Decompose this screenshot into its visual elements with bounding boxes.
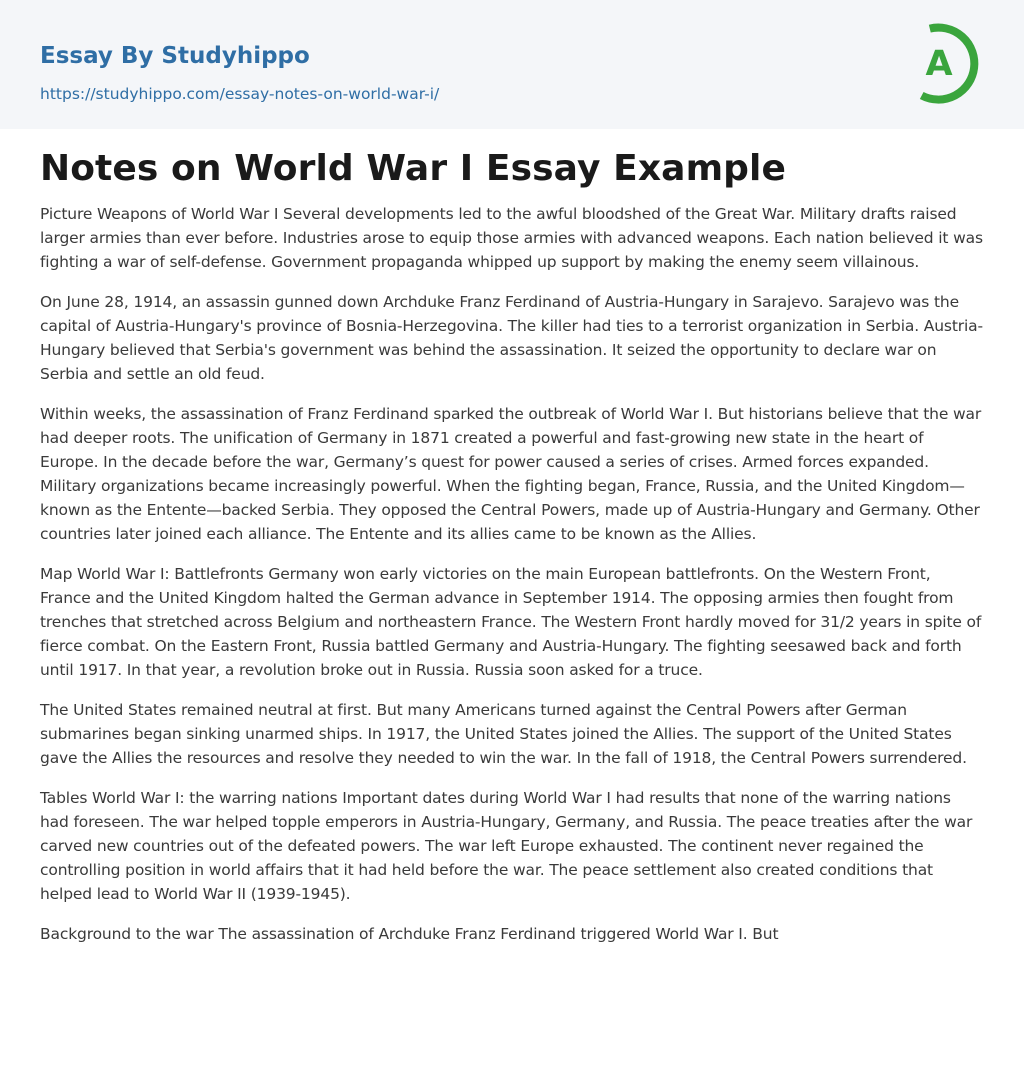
- essay-paragraph: Tables World War I: the warring nations Important dates during World War I had results that none of the warring nations had foreseen. The war helped topple emperors in Austria-Hungary, Germany, and Russia. The peace treaties after the war carved new countries out of the defeated powers. The war left Europe exhausted. The continent never regained the controlling position in world affairs that it had held before the war. The peace settlement also created conditions that helped lead to World War II (1939-1945).: [40, 789, 973, 903]
- essay-url-link[interactable]: https://studyhippo.com/essay-notes-on-world-war-i/: [40, 85, 440, 103]
- logo-letter: A: [925, 44, 953, 84]
- studyhippo-logo-icon[interactable]: [910, 18, 988, 106]
- essay-paragraph: Background to the war The assassination of Archduke Franz Ferdinand triggered World War I. But: [40, 925, 779, 943]
- essay-paragraph: On June 28, 1914, an assassin gunned down Archduke Franz Ferdinand of Austria-Hungary in Sarajevo. Sarajevo was the capital of Austria-Hungary's province of Bosnia-Herzegovina. The killer had ties to a terrorist organization in Serbia. Austria-Hungary believed that Serbia's government was behind the assassination. It seized the opportunity to declare war on Serbia and settle an old feud.: [40, 293, 983, 383]
- page-title: Notes on World War I Essay Example: [40, 148, 787, 189]
- essay-paragraph: The United States remained neutral at first. But many Americans turned against the Central Powers after German submarines began sinking unarmed ships. In 1917, the United States joined the Allies. The support of the United States gave the Allies the resources and resolve they needed to win the war. In the fall of 1918, the Central Powers surrendered.: [40, 701, 967, 767]
- essay-paragraph: Map World War I: Battlefronts Germany won early victories on the main European battlefronts. On the Western Front, France and the United Kingdom halted the German advance in September 1914. The opposing armies then fought from trenches that stretched across Belgium and northeastern France. The Western Front hardly moved for 31/2 years in spite of fierce combat. On the Eastern Front, Russia battled Germany and Austria-Hungary. The fighting seesawed back and forth until 1917. In that year, a revolution broke out in Russia. Russia soon asked for a truce.: [40, 565, 982, 679]
- essay-paragraph: Picture Weapons of World War I Several developments led to the awful bloodshed of the Great War. Military drafts raised larger armies than ever before. Industries arose to equip those armies with advanced weapons. Each nation believed it was fighting a war of self-defense. Government propaganda whipped up support by making the enemy seem villainous.: [40, 205, 983, 271]
- site-title[interactable]: Essay By Studyhippo: [40, 43, 310, 69]
- article: [0, 129, 1024, 946]
- essay-body: [40, 202, 984, 946]
- essay-paragraph: Within weeks, the assassination of Franz Ferdinand sparked the outbreak of World War I. But historians believe that the war had deeper roots. The unification of Germany in 1871 created a powerful and fast-growing new state in the heart of Europe. In the decade before the war, Germany’s quest for power caused a series of crises. Armed forces expanded. Military organizations became increasingly powerful. When the fighting began, France, Russia, and the United Kingdom—known as the Entente—backed Serbia. They opposed the Central Powers, made up of Austria-Hungary and Germany. Other countries later joined each alliance. The Entente and its allies came to be known as the Allies.: [40, 405, 982, 543]
- site-header: [0, 0, 1024, 129]
